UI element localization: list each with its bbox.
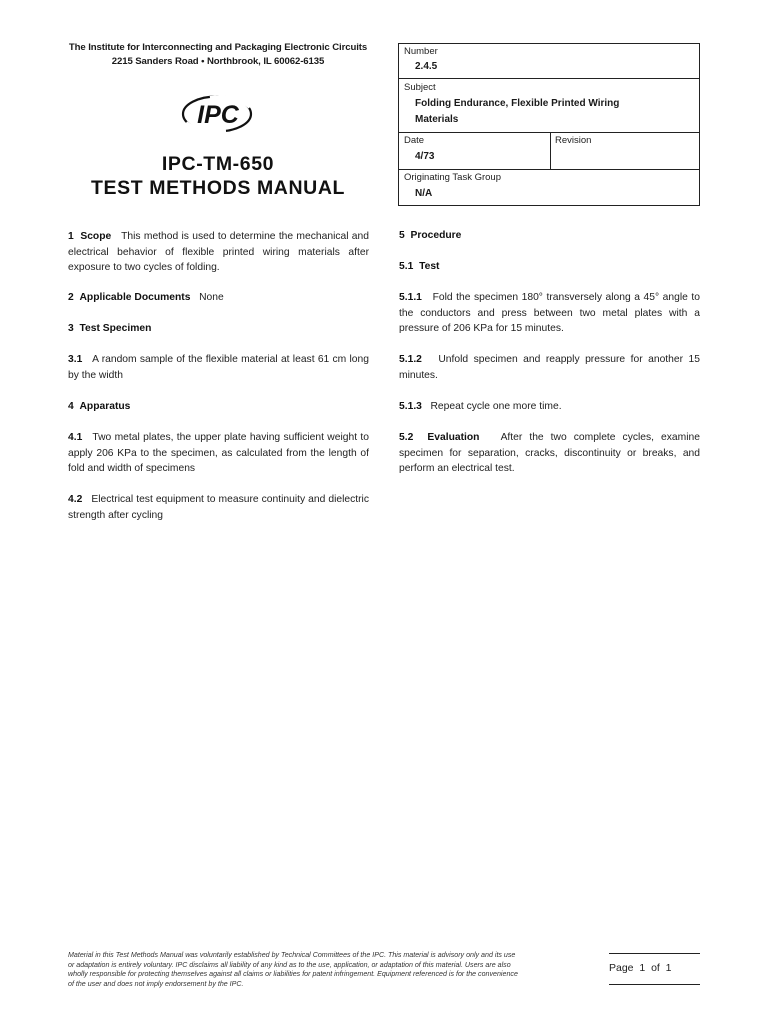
page-number: 1 [639,962,646,974]
section-text: Electrical test equipment to measure continuity and dielectric strength after cycling [68,494,369,521]
section-1-scope [68,229,369,276]
page-total: 1 [665,962,672,974]
section-3-1 [68,352,369,383]
section-number: 3 [68,323,74,334]
section-4-2 [68,492,369,523]
date-label: Date [404,135,425,146]
revision-label: Revision [555,135,592,146]
section-number: 4.2 [68,494,83,505]
disclaimer-note: Material in this Test Methods Manual was voluntarily established by Technical Committees of the IPC. This material is advisory only and its use or adaptation is entirely voluntary. IPC disclaims all liability of any kind as to the use, application, or adaptation of this material. Users are also wholly responsible for protecting themselves against all claims or liabilities for patent infringement. Equipment referenced is for the convenience of the user and does not imply endorsement by the IPC. [68,951,518,988]
section-5-1-1 [399,290,700,337]
section-number: 2 [68,292,74,303]
date-value: 4/73 [415,151,435,162]
section-5-1-test [399,259,700,275]
institute-address: 2215 Sanders Road • Northbrook, IL 60062-6135 [111,56,325,67]
section-number: 5 [399,230,405,241]
task-group-value: N/A [415,188,433,199]
task-group-label: Originating Task Group [404,172,501,183]
number-row [399,44,699,79]
task-group-row [399,170,699,207]
section-heading: Procedure [410,230,462,241]
section-number: 5.1.1 [399,292,422,303]
section-number: 4 [68,401,74,412]
section-heading: Test Specimen [79,323,152,334]
number-label: Number [404,46,438,57]
logo-text: IPC [197,101,239,129]
section-number: 3.1 [68,354,83,365]
page-indicator [609,962,700,985]
section-number: 5.2 [399,432,414,443]
page-word: Page [609,962,634,974]
section-heading: Apparatus [79,401,131,412]
section-5-2-evaluation [399,430,700,477]
section-text: This method is used to determine the mechanical and electrical behavior of flexible printed wiring materials after exposure to two cycles of folding. [68,231,369,274]
page-of: of [651,962,660,974]
section-5-procedure [399,228,700,244]
section-text: Fold the specimen 180° transversely along a 45° angle to the conductors and press between two metal plates with a pressure of 206 KPa for 15 minutes. [399,292,700,335]
section-text: Unfold specimen and reapply pressure for another 15 minutes. [399,354,700,381]
section-number: 5.1.2 [399,354,422,365]
subject-value: Folding Endurance, Flexible Printed Wiring Materials [415,98,620,125]
section-text: None [199,292,224,303]
section-text: Repeat cycle one more time. [430,401,562,412]
section-text: Two metal plates, the upper plate having sufficient weight to apply 206 KPa to the specimen, as calculated from the length of fold and width of specimens [68,432,369,475]
manual-title: TEST METHODS MANUAL [90,177,346,199]
page-rule [609,953,700,954]
section-text: A random sample of the flexible material at least 61 cm long by the width [68,354,369,381]
section-5-1-2 [399,352,700,383]
section-heading: Evaluation [427,432,480,443]
section-3-test-specimen [68,321,369,337]
section-heading: Scope [80,231,112,242]
section-text: After the two complete cycles, examine specimen for separation, cracks, discontinuity or breaks, and perform an electrical test. [399,432,700,475]
date-revision-divider [550,133,551,169]
section-heading: Test [419,261,440,272]
number-value: 2.4.5 [415,61,438,72]
section-heading: Applicable Documents [79,292,191,303]
institute-name: The Institute for Interconnecting and Packaging Electronic Circuits [68,42,368,53]
section-4-apparatus [68,399,369,415]
section-4-1 [68,430,369,477]
manual-code: IPC-TM-650 [161,153,275,175]
section-number: 1 [68,231,74,242]
section-number: 5.1 [399,261,414,272]
date-revision-row [399,133,699,170]
section-number: 4.1 [68,432,83,443]
subject-row [399,79,699,133]
section-2-applicable-documents [68,290,369,306]
document-info-box [398,43,700,206]
ipc-logo [180,93,254,135]
section-number: 5.1.3 [399,401,422,412]
section-5-1-3 [399,399,700,415]
subject-label: Subject [404,82,436,93]
